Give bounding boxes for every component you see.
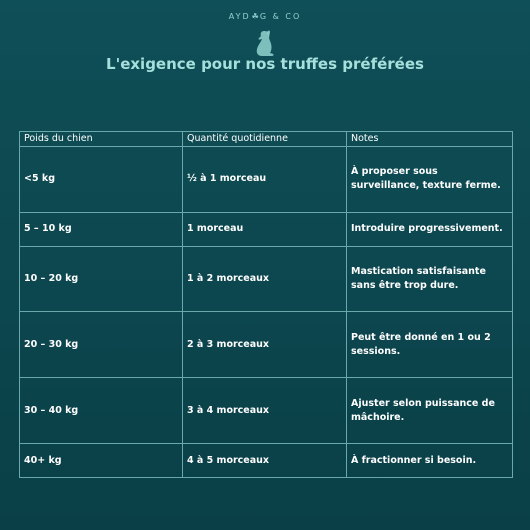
feeding-table xyxy=(19,131,513,478)
cell-quantity: 1 morceau xyxy=(183,212,347,246)
table-row xyxy=(20,378,513,444)
cell-notes: Peut être donné en 1 ou 2 sessions. xyxy=(347,312,513,378)
header-notes: Notes xyxy=(347,132,513,147)
cell-notes: À proposer sous surveillance, texture ferme. xyxy=(347,146,513,212)
table-row xyxy=(20,443,513,477)
brand-name-left: AYD xyxy=(228,12,251,21)
header-weight: Poids du chien xyxy=(20,132,183,147)
header-quantity: Quantité quotidienne xyxy=(183,132,347,147)
cell-weight: 10 – 20 kg xyxy=(20,246,183,312)
cell-quantity: 2 à 3 morceaux xyxy=(183,312,347,378)
brand-logo xyxy=(0,12,530,21)
cell-notes: Mastication satisfaisante sans être trop dure. xyxy=(347,246,513,312)
dog-icon xyxy=(252,29,278,57)
cell-quantity: 1 à 2 morceaux xyxy=(183,246,347,312)
cell-notes: Ajuster selon puissance de mâchoire. xyxy=(347,378,513,444)
cell-weight: 5 – 10 kg xyxy=(20,212,183,246)
brand-name-right: G & CO xyxy=(259,12,302,21)
page-title: L'exigence pour nos truffes préférées xyxy=(106,55,424,73)
cell-quantity: 4 à 5 morceaux xyxy=(183,443,347,477)
table-header-row xyxy=(20,132,513,147)
table-row xyxy=(20,246,513,312)
cell-notes: À fractionner si besoin. xyxy=(347,443,513,477)
cell-weight: <5 kg xyxy=(20,146,183,212)
cell-quantity: 3 à 4 morceaux xyxy=(183,378,347,444)
table-row xyxy=(20,212,513,246)
cell-quantity: ½ à 1 morceau xyxy=(183,146,347,212)
cell-weight: 20 – 30 kg xyxy=(20,312,183,378)
paw-icon: ☘ xyxy=(251,12,259,21)
table-row xyxy=(20,312,513,378)
cell-notes: Introduire progressivement. xyxy=(347,212,513,246)
cell-weight: 30 – 40 kg xyxy=(20,378,183,444)
cell-weight: 40+ kg xyxy=(20,443,183,477)
table-row xyxy=(20,146,513,212)
